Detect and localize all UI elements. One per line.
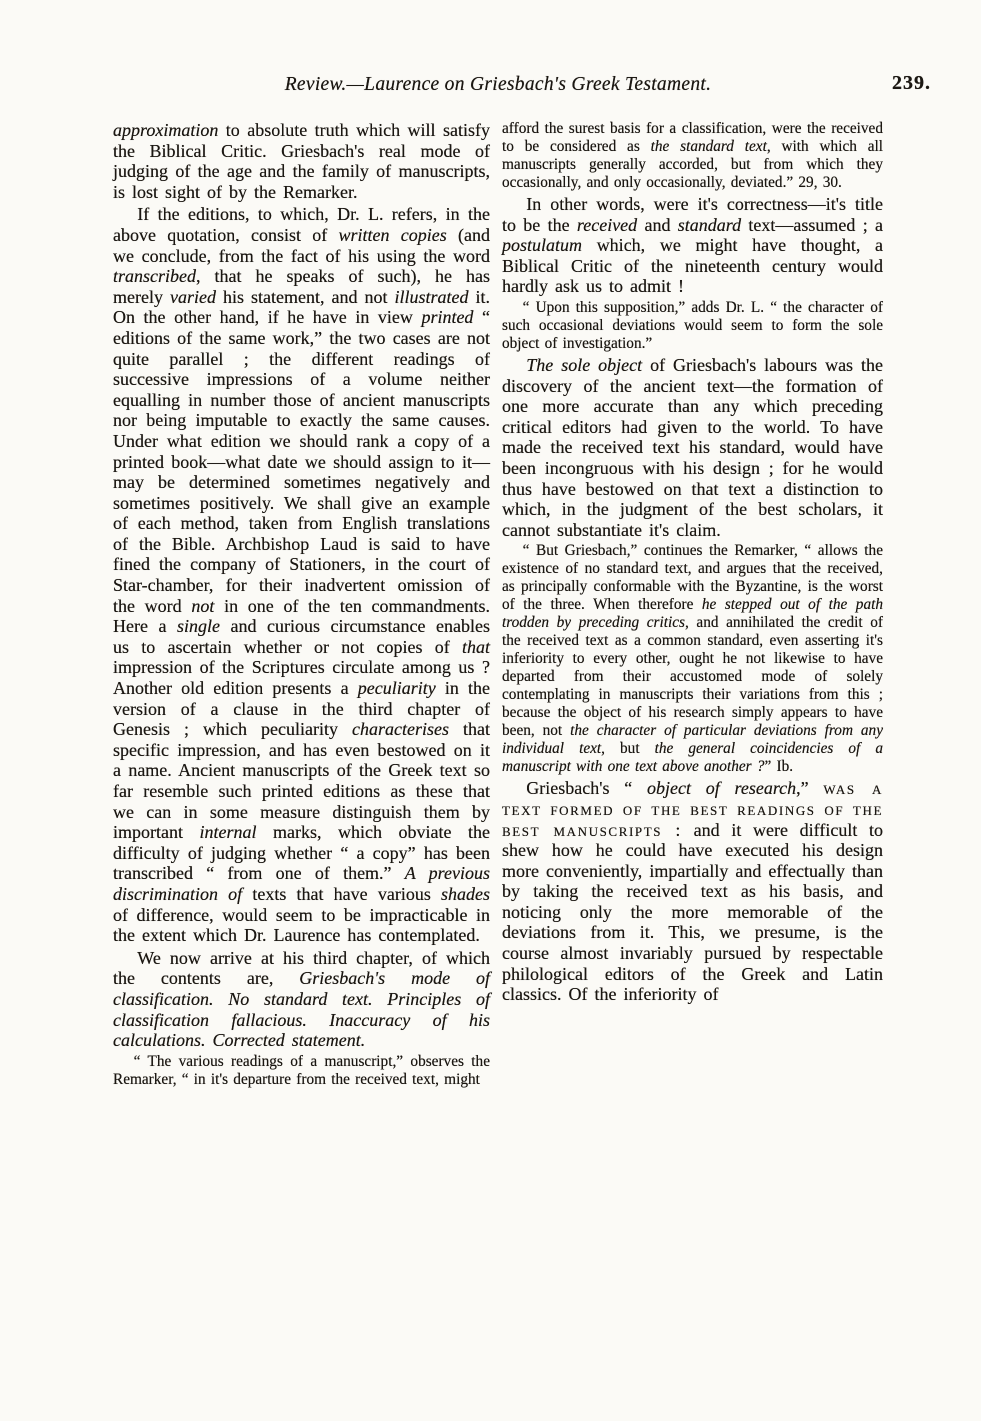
text-run: varied xyxy=(169,286,216,307)
text-run: and curious circumstance enables us to ascertain whether or not copies of xyxy=(113,616,490,657)
text-run: The sole object xyxy=(526,354,643,375)
text-run: texts that have various xyxy=(242,883,441,904)
text-run: and it were difficult to shew how he could have executed his design more conveniently, impartially and effectually than by taking the received text as his basis, and noticing only the more memorable of the deviations from it. This, we presume, is the course almost invariably pursued by respectable philological editors of the Greek and Latin classics. Of the inferiority of xyxy=(502,819,884,1005)
text-run: Griesbach's mode of classification. No standard text. Principles of classification fallacious. Inaccuracy of his calculations. Corrected statement. xyxy=(113,968,490,1051)
running-header xyxy=(113,72,931,96)
text-run: received xyxy=(576,214,638,235)
text-run: postulatum xyxy=(502,235,583,256)
body-paragraph xyxy=(113,948,490,1051)
body-paragraph xyxy=(502,778,883,1005)
text-run: in one of the ten commandments. Here a xyxy=(113,595,490,637)
text-run: approximation xyxy=(113,120,219,140)
text-run: afford the surest basis for a classification, were the received to be considered as xyxy=(502,120,883,155)
text-run: object of research xyxy=(647,778,797,799)
text-run: peculiarity xyxy=(357,678,436,699)
body-paragraph xyxy=(113,120,490,202)
text-columns xyxy=(113,120,883,1091)
text-run: standard xyxy=(677,214,742,235)
text-run: that xyxy=(461,636,490,657)
column-right xyxy=(502,120,883,1091)
text-run: ” Ib. xyxy=(764,758,794,776)
text-run: was a text formed of the best readings of the best manuscripts : xyxy=(502,778,883,840)
text-run: he stepped out of the path trodden by preceding critics xyxy=(502,596,883,632)
text-run: in the version of a clause in the third chapter of Genesis ; which peculiarity xyxy=(113,678,490,740)
text-run: transcribed xyxy=(113,266,196,287)
quote-paragraph xyxy=(502,542,883,776)
text-run: A previous discrimination of xyxy=(113,863,491,904)
quote-paragraph xyxy=(502,120,883,192)
text-run: If the editions, to which, Dr. L. refers, in the above quotation, consist of xyxy=(113,204,490,245)
text-run: to absolute truth which will satisfy the Biblical Critic. Griesbach's real mode of judging of the age and the family of manuscripts, is lost sight of by the Remarker. xyxy=(113,120,490,202)
text-run: it. On the other hand, if he have in view xyxy=(113,286,490,328)
quote-paragraph xyxy=(502,299,883,353)
text-run: his statement, and not xyxy=(215,286,395,307)
text-run: (and we conclude, from the fact of his using the word xyxy=(113,224,490,266)
text-run: ,” xyxy=(796,778,824,799)
text-run: of Griesbach's labours was the discovery of the ancient text—the formation of one more accurate than any which preceding critical editors had given to the world. To have made the received text his standard, would have been incongruous with his design ; for he would thus have bestowed on that text a distinction to which, in the judgment of the best scholars, it cannot substantiate it's claim. xyxy=(502,354,883,540)
quote-paragraph xyxy=(113,1053,490,1089)
text-run: “ But Griesbach,” continues the Remarker, “ allows the existence of no standard text, and argues that the received, as principally conformable with the Byzantine, is the worst of the three. When therefore xyxy=(502,542,883,614)
text-run: “ The various readings of a manuscript,” observes the Remarker, “ in it's departure from the received text, might xyxy=(113,1052,490,1088)
text-run: shades xyxy=(441,883,490,904)
text-run: not xyxy=(191,595,215,616)
text-run: “ Upon this supposition,” adds Dr. L. “ the character of such occasional deviations would seem to form the sole object of investigation.” xyxy=(502,298,883,352)
header-title: Review.—Laurence on Griesbach's Greek Testament. xyxy=(284,74,712,95)
text-run: of difference, would seem to be impracticable in the extent which Dr. Laurence has contemplated. xyxy=(113,904,490,946)
text-run: , but xyxy=(601,740,655,758)
text-run: printed xyxy=(421,307,474,328)
text-run: , that he speaks of such), he has merely xyxy=(113,266,490,307)
text-run: that specific impression, and has even bestowed on it a name. Ancient manuscripts of the Greek text so far resemble such printed editions as these that we can in some measure distinguish them by important xyxy=(113,719,490,843)
text-run: illustrated xyxy=(394,286,469,307)
text-run: , and annihilated the credit of the received text as a common standard, even asserting it's inferiority to every other, ought he not likewise to have departed from their accustomed mode of solely contemplating in manuscripts their variations from this ; because the object of his research simply appears to have been, not xyxy=(502,614,883,740)
text-run: In other words, were it's correctness—it's title to be the xyxy=(502,194,883,235)
text-run: internal xyxy=(199,822,257,843)
text-run: single xyxy=(177,616,221,637)
text-run: the general coincidencies of a manuscript with one text above another ? xyxy=(502,740,883,776)
text-run: characterises xyxy=(352,719,449,740)
body-paragraph xyxy=(502,355,883,540)
text-run: which, we might have thought, a Biblical Critic of the nineteenth century would hardly ask us to admit ! xyxy=(502,235,883,297)
column-left xyxy=(113,120,490,1091)
body-paragraph xyxy=(113,204,490,945)
text-run: , with which all manuscripts generally accorded, but from which they occasionally, and only occasionally, deviated.” 29, 30. xyxy=(502,138,883,191)
text-run: We now arrive at his third chapter, of which the contents are, xyxy=(113,947,490,989)
body-paragraph xyxy=(502,194,883,297)
text-run: text—assumed ; a xyxy=(741,214,883,235)
text-run: marks, which obviate the difficulty of judging whether “ a copy” has been transcribed “ from one of them.” xyxy=(113,822,490,884)
text-run: “ editions of the same work,” the two cases are not quite parallel ; the different readings of successive impressions of a volume neither equalling in number those of ancient manuscripts nor being imputable to exactly the same causes. Under what edition we should rank a copy of a printed book—what date we should assign to it—may be determined sometimes negatively and sometimes positively. We shall give an example of each method, taken from English translations of the Bible. Archbishop Laud is said to have fined the company of Stationers, in the court of Star-chamber, for their inadvertent omission of the word xyxy=(113,307,490,616)
text-run: the character of particular deviations from any individual text xyxy=(502,722,883,758)
text-run: impression of the Scriptures circulate among us ? Another old edition presents a xyxy=(113,657,490,699)
text-run: Griesbach's “ xyxy=(526,778,648,799)
text-run: written copies xyxy=(338,224,447,245)
text-run: the standard text xyxy=(650,138,767,155)
text-run: and xyxy=(637,214,678,235)
page-number: 239. xyxy=(892,72,931,94)
